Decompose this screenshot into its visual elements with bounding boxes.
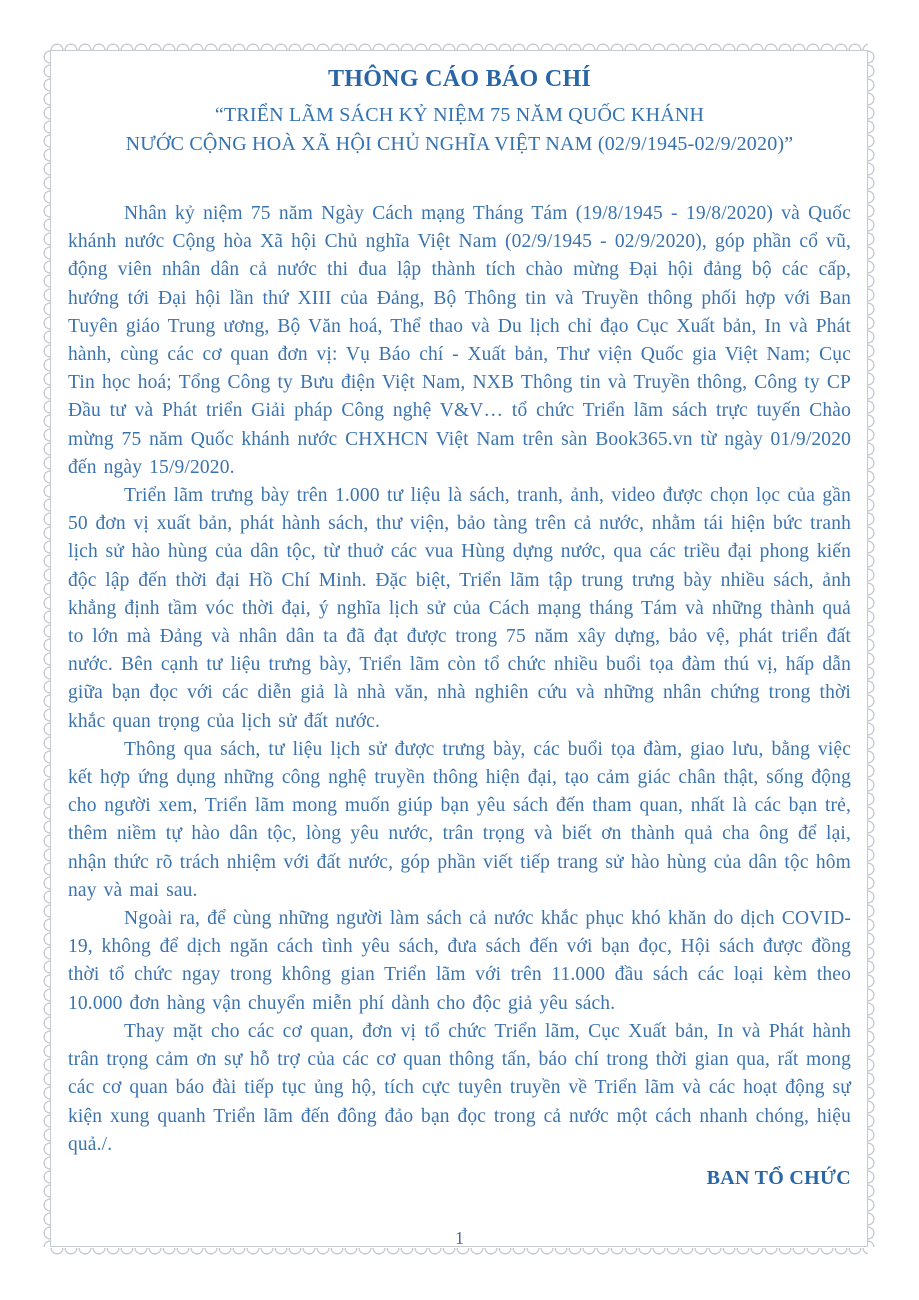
stamp-perforation-right: [868, 50, 875, 1247]
stamp-perforation-top: [50, 43, 868, 50]
subtitle-line-2: NƯỚC CỘNG HOÀ XÃ HỘI CHỦ NGHĨA VIỆT NAM (02/9/1945-02/9/2020)”: [125, 133, 794, 155]
paragraph-technology-goals: Thông qua sách, tư liệu lịch sử được trưng bày, các buổi tọa đàm, giao lưu, bằng việc kết hợp ứng dụng những công nghệ truyền thông hiện đại, tạo cảm giác chân thật, sống động cho người xem, Triển lãm mong muốn giúp bạn yêu sách đến tham quan, nhất là các bạn trẻ, thêm niềm tự hào dân tộc, lòng yêu nước, trân trọng và biết ơn thành quả cha ông để lại, nhận thức rõ trách nhiệm với đất nước, góp phần viết tiếp trang sử hào hùng của dân tộc hôm nay và mai sau.: [68, 738, 851, 901]
stamp-perforation-left: [43, 50, 50, 1247]
paragraph-thanks: Thay mặt cho các cơ quan, đơn vị tổ chức Triển lãm, Cục Xuất bản, In và Phát hành trân trọng cảm ơn sự hỗ trợ của các cơ quan thông tấn, báo chí trong thời gian qua, rất mong các cơ quan báo đài tiếp tục ủng hộ, tích cực tuyên truyền về Triển lãm và các hoạt động sự kiện xung quanh Triển lãm đến đông đảo bạn đọc trong cả nước một cách nhanh chóng, hiệu quả./.: [68, 1020, 851, 1155]
page-number: 1: [455, 1228, 464, 1248]
organizer-signature: BAN TỔ CHỨC: [706, 1166, 851, 1189]
paragraph-covid-book-fair: Ngoài ra, để cùng những người làm sách cả nước khắc phục khó khăn do dịch COVID-19, không để dịch ngăn cách tình yêu sách, đưa sách đến với bạn đọc, Hội sách được đồng thời tổ chức ngay trong không gian Triển lãm với trên 11.000 đầu sách các loại kèm theo 10.000 đơn hàng vận chuyển miễn phí dành cho độc giả yêu sách.: [68, 908, 851, 1014]
document-body: [68, 200, 851, 1159]
subtitle-line-1: “TRIỂN LÃM SÁCH KỶ NIỆM 75 NĂM QUỐC KHÁNH: [214, 104, 705, 126]
paragraph-exhibition-content: Triển lãm trưng bày trên 1.000 tư liệu là sách, tranh, ảnh, video được chọn lọc của gần 50 đơn vị xuất bản, phát hành sách, thư viện, bảo tàng trên cả nước, nhằm tái hiện bức tranh lịch sử hào hùng của dân tộc, từ thuở các vua Hùng dựng nước, qua các triều đại phong kiến độc lập đến thời đại Hồ Chí Minh. Đặc biệt, Triển lãm tập trung trưng bày nhiều sách, ảnh khẳng định tầm vóc thời đại, ý nghĩa lịch sử của Cách mạng tháng Tám và những thành quả to lớn mà Đảng và nhân dân ta đã đạt được trong 75 năm xây dựng, bảo vệ, phát triển đất nước. Bên cạnh tư liệu trưng bày, Triển lãm còn tổ chức nhiều buổi tọa đàm thú vị, hấp dẫn giữa bạn đọc với các diễn giả là nhà văn, nhà nghiên cứu và những nhân chứng trong thời khắc quan trọng của lịch sử đất nước.: [68, 485, 851, 732]
page-title: THÔNG CÁO BÁO CHÍ: [327, 66, 592, 92]
document-subtitle: [68, 101, 851, 159]
document-content: [68, 64, 851, 1192]
stamp-perforation-bottom: [50, 1248, 868, 1255]
paragraph-intro: Nhân kỷ niệm 75 năm Ngày Cách mạng Tháng Tám (19/8/1945 - 19/8/2020) và Quốc khánh nước Cộng hòa Xã hội Chủ nghĩa Việt Nam (02/9/1945 - 02/9/2020), góp phần cổ vũ, động viên nhân dân cả nước thi đua lập thành tích chào mừng Đại hội đảng bộ các cấp, hướng tới Đại hội lần thứ XIII của Đảng, Bộ Thông tin và Truyền thông phối hợp với Ban Tuyên giáo Trung ương, Bộ Văn hoá, Thể thao và Du lịch chỉ đạo Cục Xuất bản, In và Phát hành, cùng các cơ quan đơn vị: Vụ Báo chí - Xuất bản, Thư viện Quốc gia Việt Nam; Cục Tin học hoá; Tổng Công ty Bưu điện Việt Nam, NXB Thông tin và Truyền thông, Công ty CP Đầu tư và Phát triển Giải pháp Công nghệ V&V… tổ chức Triển lãm sách trực tuyến Chào mừng 75 năm Quốc khánh nước CHXHCN Việt Nam trên sàn Book365.vn từ ngày 01/9/2020 đến ngày 15/9/2020.: [68, 203, 851, 478]
